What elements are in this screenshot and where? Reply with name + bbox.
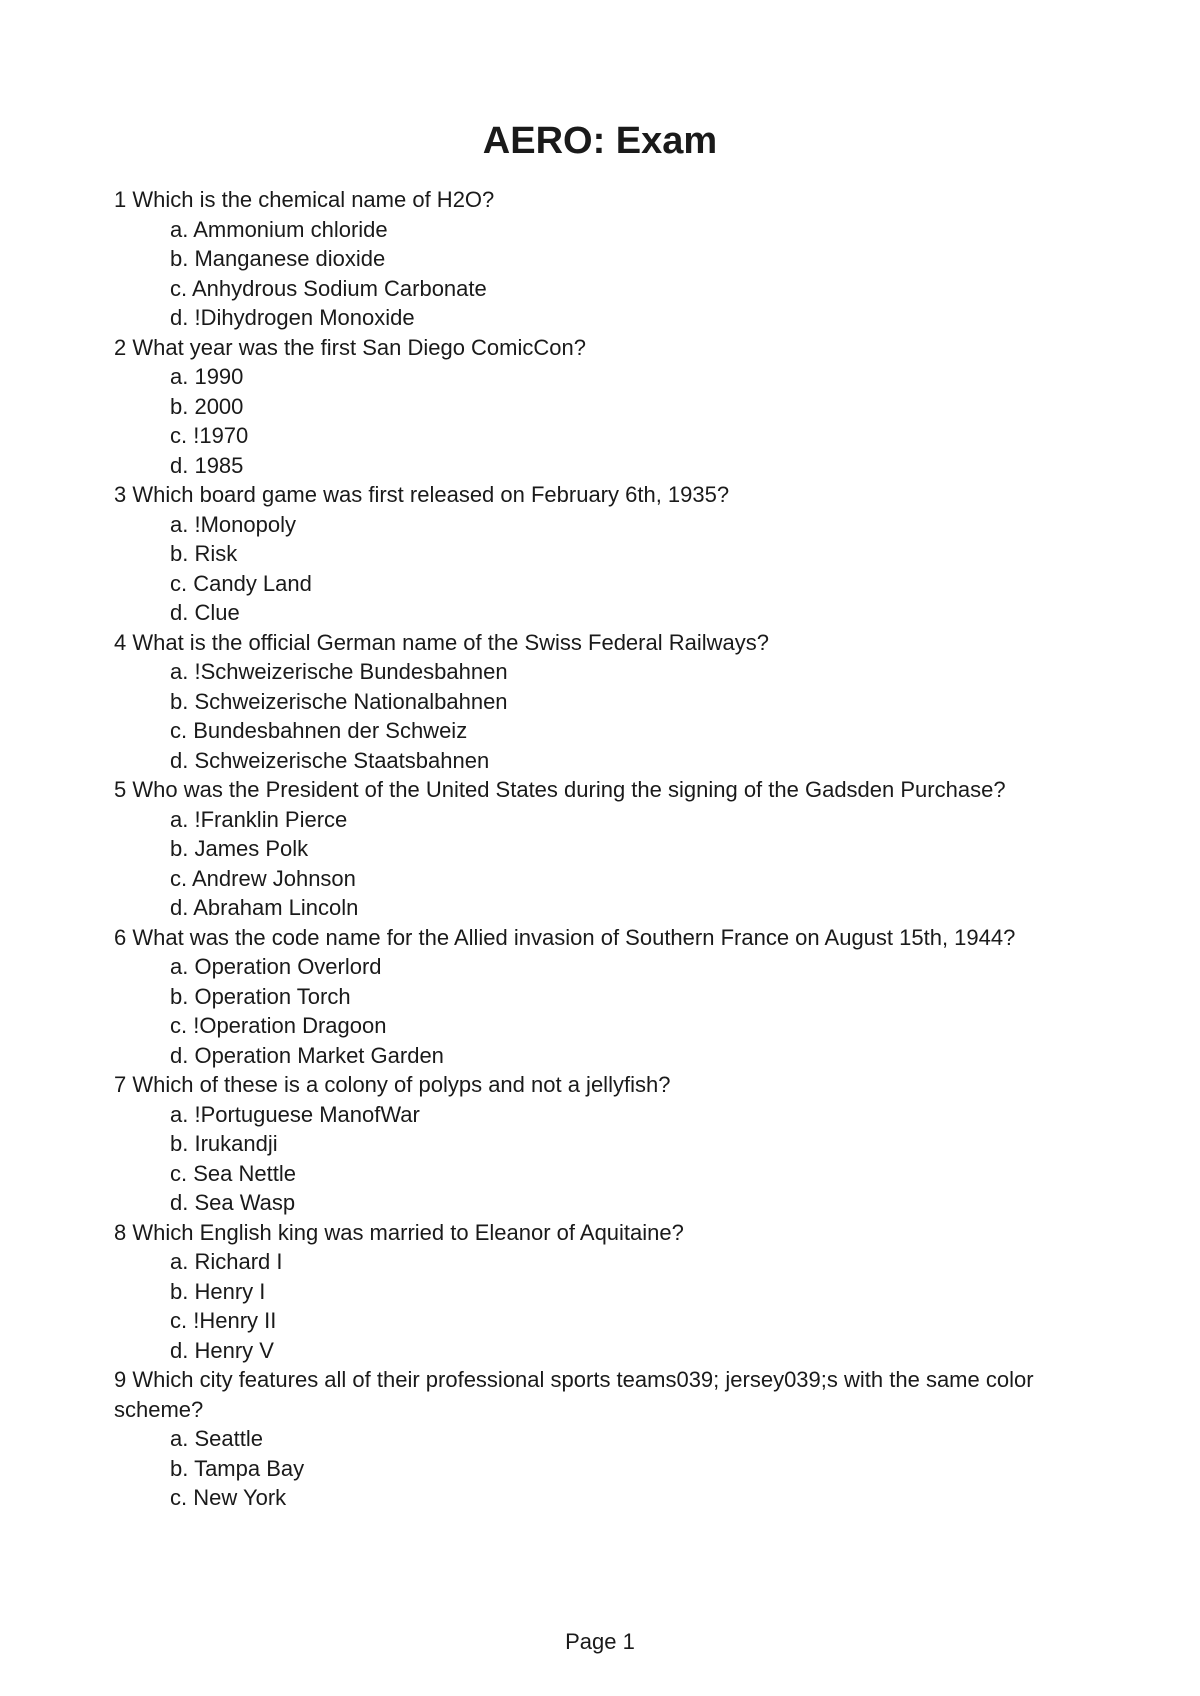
question-text: 8 Which English king was married to Eleanor of Aquitaine?	[114, 1219, 684, 1245]
answer-option: b. Irukandji	[170, 1131, 278, 1156]
question-list	[114, 185, 1094, 1513]
question-2	[114, 333, 1094, 481]
answer-option: a. !Monopoly	[170, 511, 296, 537]
page-title: AERO: Exam	[482, 120, 718, 162]
question-6	[114, 923, 1094, 1071]
answer-option: d. Operation Market Garden	[170, 1042, 444, 1068]
answer-option: b. Tampa Bay	[170, 1455, 305, 1481]
answer-option: b. Henry I	[170, 1278, 266, 1304]
answer-options	[114, 1424, 1094, 1513]
answer-option: a. Operation Overlord	[170, 954, 382, 979]
answer-options	[114, 1247, 1094, 1365]
answer-option: c. !1970	[170, 423, 249, 448]
page-number: Page 1	[565, 1629, 635, 1654]
answer-option: d. Henry V	[170, 1337, 274, 1363]
answer-option: c. !Operation Dragoon	[170, 1013, 387, 1038]
answer-option: a. !Portuguese ManofWar	[170, 1101, 420, 1127]
question-text: 1 Which is the chemical name of H2O?	[114, 187, 495, 212]
question-3	[114, 480, 1094, 628]
answer-option: b. Schweizerische Nationalbahnen	[170, 688, 508, 714]
answer-option: a. Ammonium chloride	[170, 216, 388, 242]
answer-options	[114, 805, 1094, 923]
answer-option: c. !Henry II	[170, 1308, 277, 1333]
answer-options	[114, 1100, 1094, 1218]
answer-option: c. Candy Land	[170, 570, 312, 596]
answer-option: a. Seattle	[170, 1426, 263, 1451]
question-1	[114, 185, 1094, 333]
question-text: 4 What is the official German name of the Swiss Federal Railways?	[114, 629, 769, 655]
answer-option: b. 2000	[170, 393, 244, 419]
question-text: 5 Who was the President of the United States during the signing of the Gadsden Purchase?	[114, 777, 1006, 802]
question-9	[114, 1365, 1094, 1513]
answer-option: a. !Franklin Pierce	[170, 806, 348, 832]
answer-option: a. 1990	[170, 364, 244, 389]
answer-option: b. James Polk	[170, 836, 309, 861]
answer-option: d. Sea Wasp	[170, 1190, 296, 1215]
answer-option: d. Clue	[170, 600, 240, 625]
answer-option: d. !Dihydrogen Monoxide	[170, 305, 415, 330]
answer-option: b. Operation Torch	[170, 983, 351, 1009]
answer-option: b. Manganese dioxide	[170, 246, 386, 271]
answer-option: c. Sea Nettle	[170, 1160, 296, 1186]
answer-option: c. Bundesbahnen der Schweiz	[170, 718, 468, 743]
answer-option: c. New York	[170, 1485, 287, 1510]
question-text: 2 What year was the first San Diego ComicCon?	[114, 334, 586, 360]
question-5	[114, 775, 1094, 923]
answer-option: d. Schweizerische Staatsbahnen	[170, 747, 490, 773]
question-text: 3 Which board game was first released on February 6th, 1935?	[114, 482, 730, 507]
answer-option: c. Anhydrous Sodium Carbonate	[170, 275, 487, 301]
answer-option: a. !Schweizerische Bundesbahnen	[170, 659, 508, 684]
answer-options	[114, 362, 1094, 480]
question-8	[114, 1218, 1094, 1366]
answer-options	[114, 657, 1094, 775]
answer-options	[114, 510, 1094, 628]
question-text: 6 What was the code name for the Allied invasion of Southern France on August 15th, 1944?	[114, 924, 1016, 950]
question-4	[114, 628, 1094, 776]
answer-option: a. Richard I	[170, 1249, 283, 1274]
question-text: 9 Which city features all of their professional sports teams039; jersey039;s with the same color scheme?	[114, 1367, 1034, 1422]
answer-option: c. Andrew Johnson	[170, 865, 356, 891]
answer-option: d. 1985	[170, 452, 244, 478]
question-text: 7 Which of these is a colony of polyps and not a jellyfish?	[114, 1072, 671, 1097]
answer-options	[114, 952, 1094, 1070]
answer-option: d. Abraham Lincoln	[170, 895, 359, 920]
question-7	[114, 1070, 1094, 1218]
answer-option: b. Risk	[170, 541, 238, 566]
answer-options	[114, 215, 1094, 333]
